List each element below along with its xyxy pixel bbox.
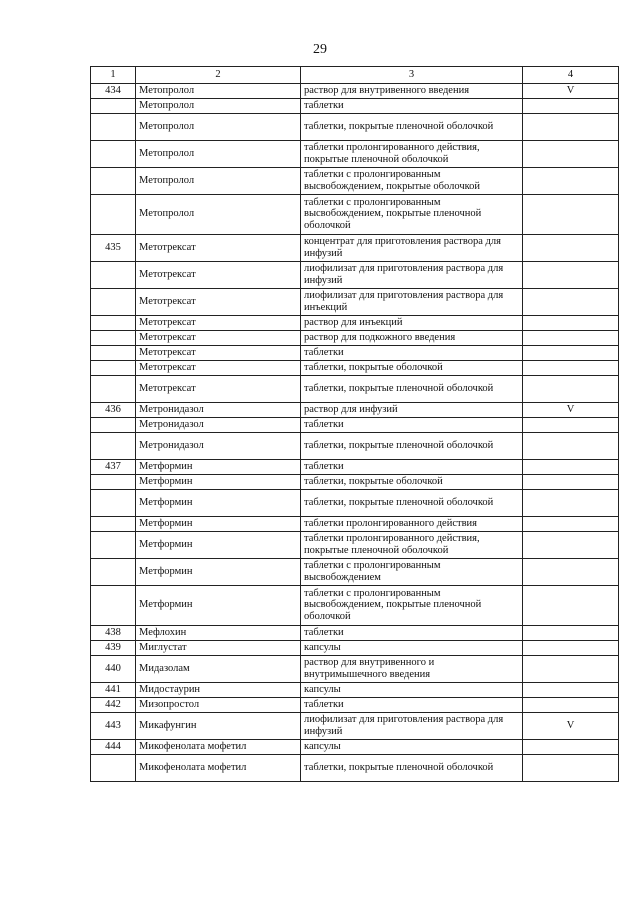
- row-number: [91, 140, 136, 167]
- table-row: [91, 417, 619, 432]
- drug-name: Метотрексат: [136, 375, 301, 402]
- table-row: [91, 682, 619, 697]
- dosage-form: раствор для внутривенного и внутримышечного введения: [301, 655, 523, 682]
- dosage-form: раствор для инъекций: [301, 315, 523, 330]
- row-number: [91, 474, 136, 489]
- drug-name: Метронидазол: [136, 432, 301, 459]
- dosage-form: таблетки: [301, 345, 523, 360]
- drug-name: Миглустат: [136, 640, 301, 655]
- mark: [523, 739, 619, 754]
- row-number: 443: [91, 712, 136, 739]
- table-row: [91, 345, 619, 360]
- mark: [523, 360, 619, 375]
- row-number: [91, 345, 136, 360]
- table-row: [91, 315, 619, 330]
- row-number: [91, 167, 136, 194]
- drug-name: Метопролол: [136, 140, 301, 167]
- mark: [523, 459, 619, 474]
- page-number: 29: [313, 42, 327, 57]
- table-row: [91, 234, 619, 261]
- mark: [523, 375, 619, 402]
- dosage-form: таблетки: [301, 459, 523, 474]
- drug-name: Метформин: [136, 558, 301, 585]
- drug-name: Метопролол: [136, 113, 301, 140]
- dosage-form: раствор для подкожного введения: [301, 330, 523, 345]
- mark: [523, 697, 619, 712]
- drug-name: Метотрексат: [136, 288, 301, 315]
- table-row: [91, 516, 619, 531]
- mark: [523, 432, 619, 459]
- table-row: [91, 739, 619, 754]
- drug-name: Метформин: [136, 489, 301, 516]
- dosage-form: таблетки с пролонгированным высвобождением: [301, 558, 523, 585]
- table-row: [91, 140, 619, 167]
- table-row: [91, 167, 619, 194]
- table-row: [91, 489, 619, 516]
- drug-name: Метопролол: [136, 167, 301, 194]
- dosage-form: таблетки, покрытые оболочкой: [301, 474, 523, 489]
- row-number: [91, 489, 136, 516]
- header-col-1: 1: [91, 67, 136, 84]
- drug-name: Метронидазол: [136, 402, 301, 417]
- mark: [523, 585, 619, 625]
- drug-name: Метронидазол: [136, 417, 301, 432]
- row-number: [91, 360, 136, 375]
- row-number: [91, 315, 136, 330]
- table-row: [91, 459, 619, 474]
- table-row: [91, 375, 619, 402]
- mark: [523, 417, 619, 432]
- table-row: [91, 640, 619, 655]
- table-row: [91, 98, 619, 113]
- dosage-form: таблетки, покрытые пленочной оболочкой: [301, 489, 523, 516]
- dosage-form: таблетки пролонгированного действия, покрытые пленочной оболочкой: [301, 140, 523, 167]
- row-number: [91, 531, 136, 558]
- dosage-form: лиофилизат для приготовления раствора для инъекций: [301, 288, 523, 315]
- row-number: [91, 194, 136, 234]
- drug-name: Метопролол: [136, 194, 301, 234]
- table-row: [91, 84, 619, 99]
- dosage-form: таблетки с пролонгированным высвобождением, покрытые пленочной оболочкой: [301, 194, 523, 234]
- drug-name: Метопролол: [136, 98, 301, 113]
- dosage-form: раствор для внутривенного введения: [301, 84, 523, 99]
- header-col-2: 2: [136, 67, 301, 84]
- table-row: [91, 655, 619, 682]
- table-header-row: [91, 67, 619, 84]
- dosage-form: таблетки, покрытые пленочной оболочкой: [301, 432, 523, 459]
- drug-name: Метформин: [136, 531, 301, 558]
- mark: [523, 682, 619, 697]
- drug-name: Метотрексат: [136, 345, 301, 360]
- row-number: [91, 432, 136, 459]
- drug-name: Метформин: [136, 459, 301, 474]
- row-number: [91, 375, 136, 402]
- mark: V: [523, 84, 619, 99]
- row-number: [91, 330, 136, 345]
- dosage-form: таблетки, покрытые оболочкой: [301, 360, 523, 375]
- dosage-form: таблетки, покрытые пленочной оболочкой: [301, 375, 523, 402]
- mark: [523, 655, 619, 682]
- mark: [523, 234, 619, 261]
- table-row: [91, 712, 619, 739]
- mark: [523, 330, 619, 345]
- mark: V: [523, 402, 619, 417]
- dosage-form: таблетки, покрытые пленочной оболочкой: [301, 754, 523, 781]
- dosage-form: таблетки: [301, 417, 523, 432]
- drug-name: Мидазолам: [136, 655, 301, 682]
- dosage-form: капсулы: [301, 739, 523, 754]
- row-number: [91, 585, 136, 625]
- drug-table: [90, 66, 619, 782]
- row-number: [91, 261, 136, 288]
- drug-name: Метформин: [136, 585, 301, 625]
- mark: [523, 261, 619, 288]
- mark: [523, 489, 619, 516]
- row-number: 436: [91, 402, 136, 417]
- row-number: [91, 754, 136, 781]
- table-row: [91, 288, 619, 315]
- dosage-form: таблетки: [301, 98, 523, 113]
- row-number: [91, 98, 136, 113]
- row-number: 437: [91, 459, 136, 474]
- mark: [523, 194, 619, 234]
- drug-name: Метотрексат: [136, 234, 301, 261]
- drug-name: Метформин: [136, 516, 301, 531]
- dosage-form: таблетки: [301, 697, 523, 712]
- drug-name: Метформин: [136, 474, 301, 489]
- table-row: [91, 625, 619, 640]
- drug-name: Мизопростол: [136, 697, 301, 712]
- dosage-form: таблетки с пролонгированным высвобождением, покрытые пленочной оболочкой: [301, 585, 523, 625]
- table-row: [91, 113, 619, 140]
- drug-name: Микофенолата мофетил: [136, 754, 301, 781]
- drug-name: Метопролол: [136, 84, 301, 99]
- dosage-form: капсулы: [301, 640, 523, 655]
- table-row: [91, 474, 619, 489]
- mark: [523, 98, 619, 113]
- row-number: 438: [91, 625, 136, 640]
- mark: [523, 345, 619, 360]
- table-row: [91, 402, 619, 417]
- drug-name: Метотрексат: [136, 330, 301, 345]
- header-col-4: 4: [523, 67, 619, 84]
- mark: [523, 288, 619, 315]
- table-row: [91, 754, 619, 781]
- dosage-form: раствор для инфузий: [301, 402, 523, 417]
- dosage-form: таблетки пролонгированного действия: [301, 516, 523, 531]
- table-row: [91, 558, 619, 585]
- table-row: [91, 585, 619, 625]
- row-number: [91, 558, 136, 585]
- mark: [523, 558, 619, 585]
- row-number: 441: [91, 682, 136, 697]
- table-row: [91, 531, 619, 558]
- drug-name: Метотрексат: [136, 261, 301, 288]
- table-row: [91, 360, 619, 375]
- mark: [523, 167, 619, 194]
- dosage-form: лиофилизат для приготовления раствора для инфузий: [301, 712, 523, 739]
- mark: [523, 640, 619, 655]
- drug-name: Микафунгин: [136, 712, 301, 739]
- dosage-form: лиофилизат для приготовления раствора для инфузий: [301, 261, 523, 288]
- row-number: [91, 113, 136, 140]
- row-number: 444: [91, 739, 136, 754]
- row-number: [91, 288, 136, 315]
- mark: [523, 474, 619, 489]
- row-number: 442: [91, 697, 136, 712]
- table-row: [91, 697, 619, 712]
- drug-name: Мидостаурин: [136, 682, 301, 697]
- table-row: [91, 261, 619, 288]
- dosage-form: капсулы: [301, 682, 523, 697]
- row-number: 440: [91, 655, 136, 682]
- mark: [523, 140, 619, 167]
- table-row: [91, 330, 619, 345]
- row-number: [91, 516, 136, 531]
- mark: [523, 531, 619, 558]
- table-row: [91, 194, 619, 234]
- mark: [523, 516, 619, 531]
- drug-name: Метотрексат: [136, 360, 301, 375]
- dosage-form: таблетки: [301, 625, 523, 640]
- dosage-form: таблетки пролонгированного действия, покрытые пленочной оболочкой: [301, 531, 523, 558]
- table-row: [91, 432, 619, 459]
- row-number: [91, 417, 136, 432]
- dosage-form: таблетки, покрытые пленочной оболочкой: [301, 113, 523, 140]
- dosage-form: таблетки с пролонгированным высвобождением, покрытые оболочкой: [301, 167, 523, 194]
- row-number: 434: [91, 84, 136, 99]
- drug-name: Микофенолата мофетил: [136, 739, 301, 754]
- header-col-3: 3: [301, 67, 523, 84]
- drug-name: Метотрексат: [136, 315, 301, 330]
- mark: [523, 625, 619, 640]
- dosage-form: концентрат для приготовления раствора для инфузий: [301, 234, 523, 261]
- mark: V: [523, 712, 619, 739]
- mark: [523, 315, 619, 330]
- mark: [523, 113, 619, 140]
- drug-name: Мефлохин: [136, 625, 301, 640]
- mark: [523, 754, 619, 781]
- row-number: 435: [91, 234, 136, 261]
- row-number: 439: [91, 640, 136, 655]
